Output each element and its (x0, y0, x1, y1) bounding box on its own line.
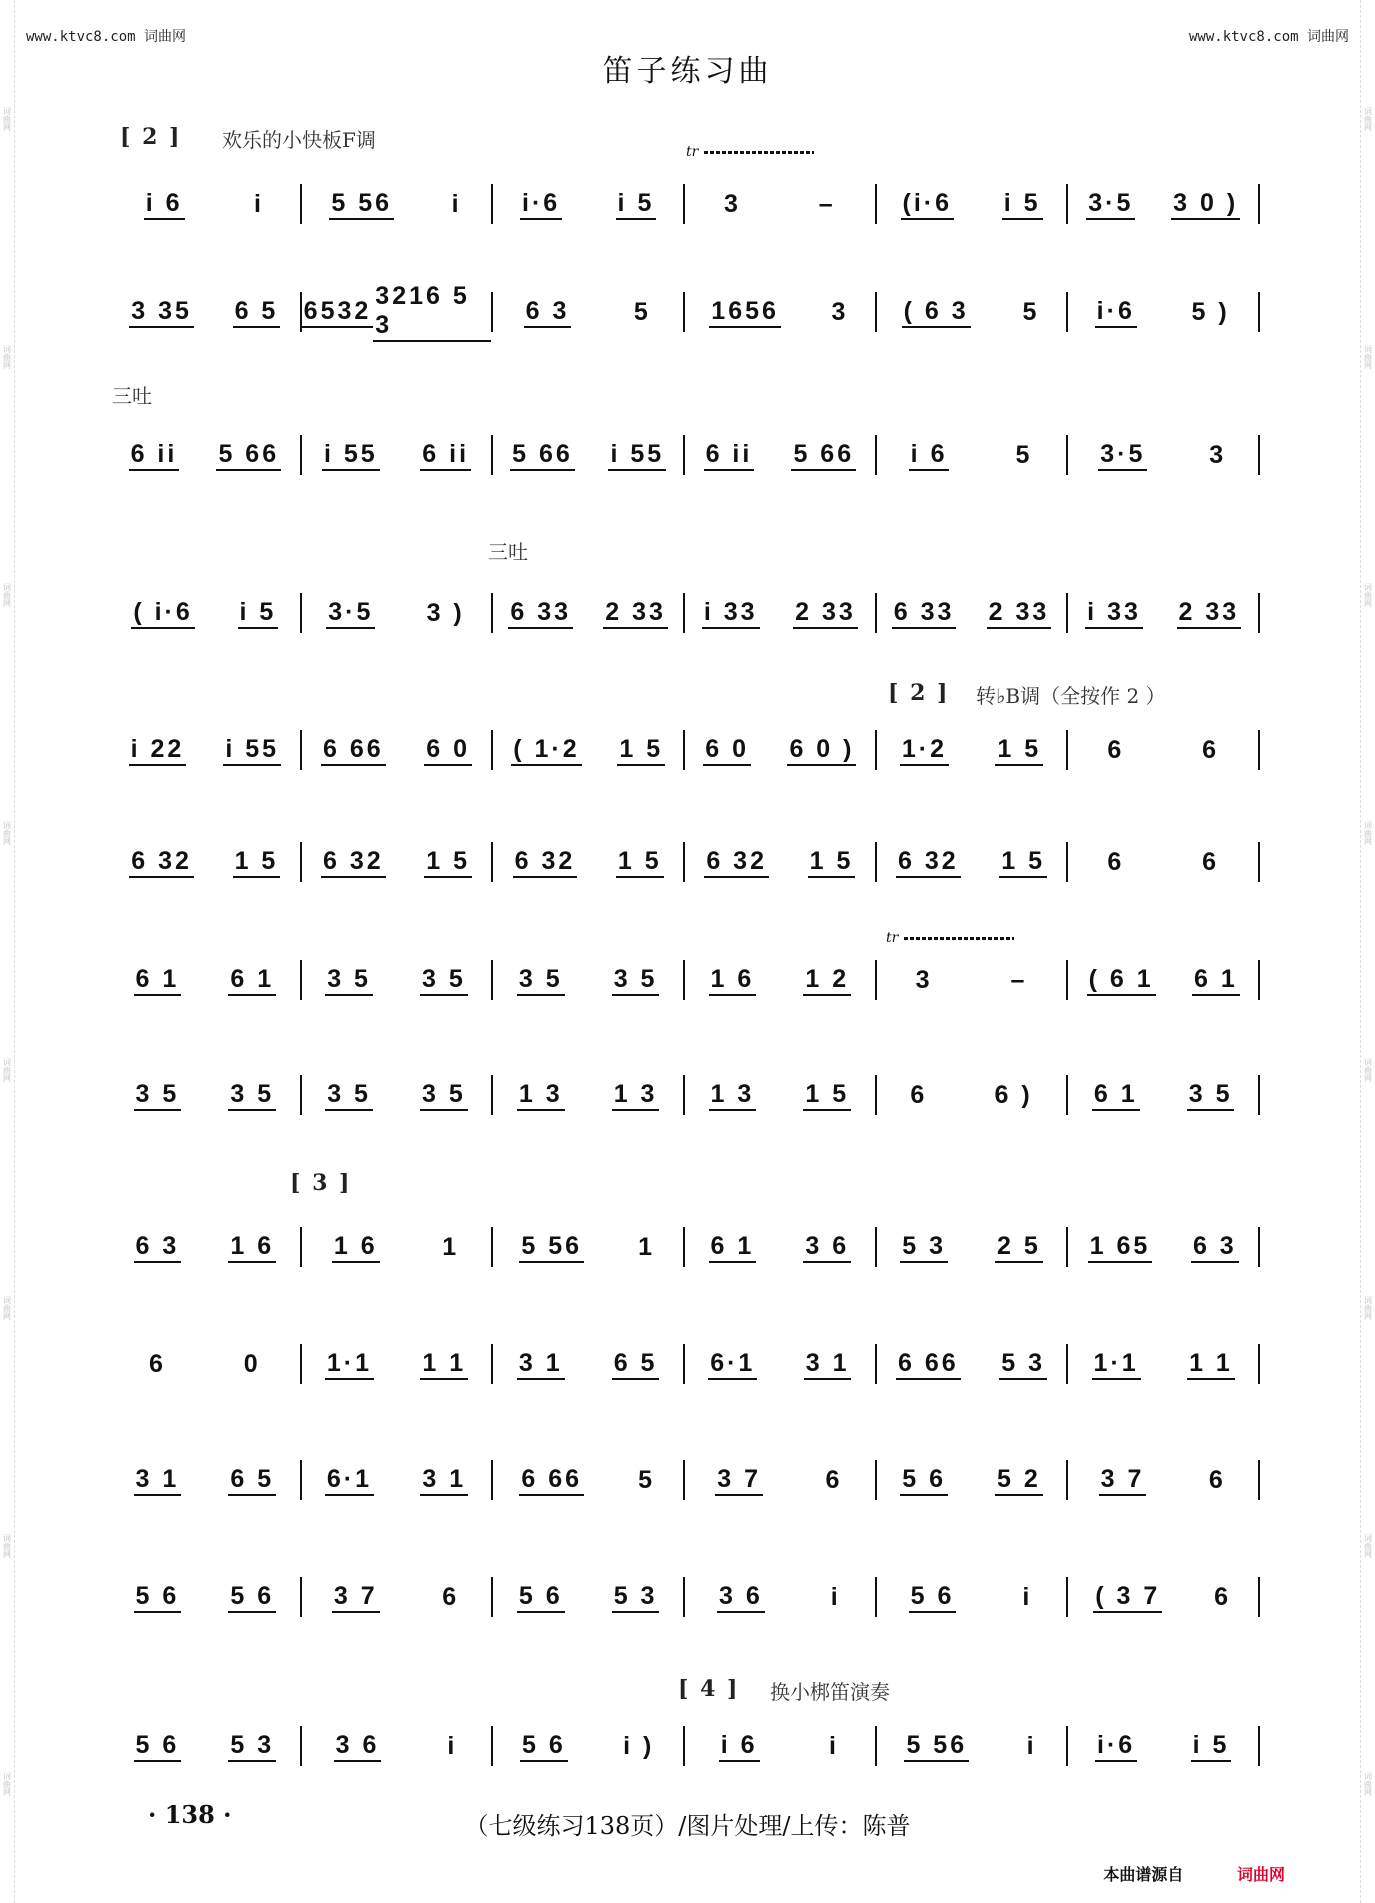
note-group: 5 3 (228, 1731, 276, 1762)
score-line (110, 1450, 1260, 1510)
note-group: 2 5 (995, 1232, 1043, 1263)
section-technique-2: 欢乐的小快板F调 (222, 128, 376, 152)
note-group: 3 6 (803, 1232, 851, 1263)
measure (110, 1726, 302, 1766)
note-group: 6 (1202, 735, 1220, 764)
measure (1068, 1577, 1260, 1617)
measure (493, 292, 685, 332)
note-group: 1·1 (325, 1349, 374, 1380)
note-group: 5 3 (612, 1582, 660, 1613)
measure (110, 960, 302, 1000)
measure (110, 292, 302, 332)
note-group: 6 1 (1192, 965, 1240, 996)
measure (1068, 292, 1260, 332)
section-label-2b: [ 2 ] (888, 680, 950, 706)
measure (110, 1227, 302, 1267)
note-group: i 6 (719, 1731, 760, 1762)
note-group: 1 6 (228, 1232, 276, 1263)
note-group: i·6 (1095, 1731, 1137, 1762)
note-group: 6 66 (321, 735, 386, 766)
note-group: 2 33 (603, 598, 668, 629)
measure (302, 1075, 494, 1115)
note-group: – (1010, 965, 1028, 994)
note-group: 5 3 (999, 1349, 1047, 1380)
measure (302, 593, 494, 633)
note-group: 1 5 (424, 847, 472, 878)
measure (685, 292, 877, 332)
note-group: 6 (148, 1349, 166, 1378)
measure (685, 593, 877, 633)
note-group: 6 32 (321, 847, 386, 878)
note-group: i 55 (608, 440, 666, 471)
measure (302, 282, 494, 339)
measure (493, 593, 685, 633)
measure (877, 960, 1069, 1000)
note-group: (i·6 (901, 189, 955, 220)
measure (493, 1577, 685, 1617)
measure (493, 1726, 685, 1766)
watermark-text: 词曲网 (2, 1534, 12, 1559)
watermark-text: 词曲网 (1363, 1058, 1373, 1083)
note-group: 6 ii (420, 440, 471, 471)
note-group: i 5 (616, 189, 657, 220)
note-group: 1 5 (808, 847, 856, 878)
measure (302, 435, 494, 475)
watermark-text: 词曲网 (1363, 820, 1373, 845)
score-line (110, 1716, 1260, 1776)
note-group: 6 (1208, 1465, 1226, 1494)
note-group: 3 1 (420, 1465, 468, 1496)
note-group: 3 1 (517, 1349, 565, 1380)
note-group: 6 1 (1092, 1080, 1140, 1111)
score-line (110, 1334, 1260, 1394)
note-group: 3 5 (325, 1080, 373, 1111)
note-group: 3 5 (420, 965, 468, 996)
watermark-text: 词曲网 (2, 1772, 12, 1797)
note-group: 6 0 (424, 735, 472, 766)
note-group: 1 6 (709, 965, 757, 996)
note-group: 2 33 (793, 598, 858, 629)
note-group: i (447, 1731, 458, 1760)
measure (302, 1344, 494, 1384)
measure (302, 1460, 494, 1500)
measure (110, 1075, 302, 1115)
score-line (110, 832, 1260, 892)
triple-tongue-label: 三吐 (488, 540, 528, 564)
measure (493, 1460, 685, 1500)
note-group: i 55 (322, 440, 380, 471)
watermark-text: 词曲网 (2, 106, 12, 131)
note-group: 3 5 (612, 965, 660, 996)
measure (302, 1227, 494, 1267)
note-group: 3 0 ) (1171, 189, 1240, 220)
measure (877, 842, 1069, 882)
note-group: 5 66 (216, 440, 281, 471)
note-group: i 33 (1085, 598, 1143, 629)
note-group: 6 1 (228, 965, 276, 996)
note-group: 5 (1022, 297, 1040, 326)
note-group: 3 (1209, 440, 1227, 469)
section-label-3: [ 3 ] (290, 1170, 352, 1196)
measure (685, 1726, 877, 1766)
note-group: 3 35 (129, 297, 194, 328)
note-group: 5 56 (329, 189, 394, 220)
measure (1068, 1726, 1260, 1766)
note-group: i·6 (520, 189, 562, 220)
source-note: （七级练习138页）/图片处理/上传：陈普 (464, 1812, 911, 1840)
measure (877, 1726, 1069, 1766)
measure (1068, 1075, 1260, 1115)
note-group: 1 5 (999, 847, 1047, 878)
note-group: 5 6 (228, 1582, 276, 1613)
measure (302, 184, 494, 224)
note-group: 3·5 (1086, 189, 1135, 220)
note-group: 6 5 (233, 297, 281, 328)
note-group: 3 5 (134, 1080, 182, 1111)
header-url-left[interactable]: www.ktvc8.com 词曲网 (26, 29, 187, 45)
note-group: 1 (638, 1232, 655, 1261)
note-group: i 6 (909, 440, 950, 471)
note-group: 6 (825, 1465, 843, 1494)
note-group: 6 0 (703, 735, 751, 766)
measure (1068, 960, 1260, 1000)
measure (685, 1344, 877, 1384)
measure (110, 184, 302, 224)
note-group: 5 6 (900, 1465, 948, 1496)
measure (877, 1075, 1069, 1115)
score-line (110, 174, 1260, 234)
measure (302, 730, 494, 770)
note-group: 6·1 (325, 1465, 374, 1496)
measure (493, 184, 685, 224)
note-group: 6532 (302, 297, 374, 328)
note-group: i (1026, 1731, 1037, 1760)
note-group: 3·5 (1098, 440, 1147, 471)
trill-mark: tr (886, 930, 1014, 946)
note-group: 2 33 (1177, 598, 1242, 629)
note-group: 6 32 (513, 847, 578, 878)
measure (685, 1227, 877, 1267)
note-group: 5 56 (904, 1731, 969, 1762)
note-group: 3 7 (1099, 1465, 1147, 1496)
measure (302, 842, 494, 882)
note-group: i 5 (238, 598, 279, 629)
measure (110, 730, 302, 770)
note-group: 1656 (709, 297, 781, 328)
measure (685, 842, 877, 882)
note-group: 6 0 ) (787, 735, 856, 766)
note-group: 1 3 (517, 1080, 565, 1111)
note-group: 5 ) (1191, 297, 1230, 326)
page-title: 笛子练习曲 (602, 54, 773, 89)
note-group: ( 6 1 (1087, 965, 1156, 996)
note-group: 5 6 (134, 1731, 182, 1762)
note-group: 1 1 (1187, 1349, 1235, 1380)
left-watermark-strip (0, 0, 15, 1903)
note-group: 6 3 (1191, 1232, 1239, 1263)
section-label-4: [ 4 ] (678, 1676, 740, 1702)
note-group: – (818, 189, 836, 218)
section-technique-2b: 转♭B调（全按作 2 ） (976, 684, 1166, 708)
measure (877, 730, 1069, 770)
score-line (110, 950, 1260, 1010)
watermark-text: 词曲网 (2, 1296, 12, 1321)
note-group: 3 5 (228, 1080, 276, 1111)
page-number: · 138 · (148, 1800, 232, 1829)
measure (685, 435, 877, 475)
measure (1068, 730, 1260, 770)
note-group: 3 7 (332, 1582, 380, 1613)
measure (493, 1227, 685, 1267)
note-group: i 6 (144, 189, 185, 220)
note-group: 6 ii (704, 440, 755, 471)
triple-tongue-label: 三吐 (112, 384, 152, 408)
note-group: 5 66 (510, 440, 575, 471)
note-group: 1 5 (617, 735, 665, 766)
measure (493, 960, 685, 1000)
source-credit (1103, 1862, 1285, 1885)
note-group: 3 (831, 297, 849, 326)
note-group: 1 5 (803, 1080, 851, 1111)
measure (685, 960, 877, 1000)
note-group: 3 1 (804, 1349, 852, 1380)
trill-mark: tr (686, 144, 814, 160)
score-line (110, 583, 1260, 643)
note-group: i 22 (129, 735, 187, 766)
measure (877, 1577, 1069, 1617)
note-group: 3 6 (717, 1582, 765, 1613)
right-watermark-strip (1360, 0, 1375, 1903)
watermark-text: 词曲网 (1363, 106, 1373, 131)
note-group: 5 66 (791, 440, 856, 471)
note-group: 3 (723, 189, 741, 218)
measure (1068, 842, 1260, 882)
measure (877, 184, 1069, 224)
measure (685, 184, 877, 224)
note-group: 6 (1107, 735, 1125, 764)
measure (110, 1344, 302, 1384)
note-group: 1 1 (420, 1349, 468, 1380)
measure (685, 730, 877, 770)
note-group: i (253, 189, 264, 218)
note-group: i (1022, 1582, 1033, 1611)
note-group: 6 (442, 1582, 460, 1611)
note-group: ( 1·2 (511, 735, 581, 766)
measure (685, 1460, 877, 1500)
watermark-text: 词曲网 (1363, 344, 1373, 369)
note-group: i 5 (1191, 1731, 1232, 1762)
score-line (110, 1567, 1260, 1627)
note-group: 3216 5 3 (373, 282, 491, 342)
note-group: ( 3 7 (1093, 1582, 1162, 1613)
measure (302, 960, 494, 1000)
note-group: 5 6 (134, 1582, 182, 1613)
measure (685, 1577, 877, 1617)
note-group: 3 5 (420, 1080, 468, 1111)
measure (302, 1577, 494, 1617)
note-group: 6 66 (896, 1349, 961, 1380)
note-group: 3·5 (326, 598, 375, 629)
measure (110, 435, 302, 475)
note-group: 6 (910, 1080, 928, 1109)
note-group: 1 65 (1088, 1232, 1153, 1263)
note-group: 5 3 (900, 1232, 948, 1263)
note-group: i ) (623, 1731, 655, 1760)
note-group: 3 6 (334, 1731, 382, 1762)
score-line (110, 1217, 1260, 1277)
section-technique-4: 换小梆笛演奏 (770, 1680, 890, 1704)
note-group: 1·1 (1092, 1349, 1141, 1380)
score-line (110, 425, 1260, 485)
note-group: 6 3 (524, 297, 572, 328)
note-group: i (451, 189, 462, 218)
note-group: 6 (1214, 1582, 1232, 1611)
measure (877, 593, 1069, 633)
note-group: 6·1 (708, 1349, 757, 1380)
note-group: 6 1 (709, 1232, 757, 1263)
note-group: 3 5 (517, 965, 565, 996)
note-group: 1 6 (332, 1232, 380, 1263)
note-group: i 55 (223, 735, 281, 766)
note-group: 5 (633, 297, 651, 326)
note-group: 6 32 (896, 847, 961, 878)
measure (1068, 184, 1260, 224)
watermark-text: 词曲网 (1363, 1296, 1373, 1321)
source-label: 本曲谱源自 (1103, 1865, 1184, 1884)
measure (493, 435, 685, 475)
note-group: 5 6 (909, 1582, 957, 1613)
note-group: 6 66 (519, 1465, 584, 1496)
note-group: 1 3 (612, 1080, 660, 1111)
note-group: 6 5 (228, 1465, 276, 1496)
measure (1068, 435, 1260, 475)
measure (493, 730, 685, 770)
measure (1068, 1344, 1260, 1384)
measure (110, 842, 302, 882)
measure (302, 1726, 494, 1766)
note-group: 0 (243, 1349, 261, 1378)
note-group: 3 5 (1187, 1080, 1235, 1111)
note-group: i·6 (1095, 297, 1137, 328)
note-group: 5 6 (517, 1582, 565, 1613)
measure (110, 1577, 302, 1617)
note-group: 3 (915, 965, 933, 994)
note-group: 1 (442, 1232, 460, 1261)
measure (1068, 1460, 1260, 1500)
measure (877, 1227, 1069, 1267)
note-group: 2 33 (987, 598, 1052, 629)
score-line (110, 1065, 1260, 1125)
note-group: 6 32 (704, 847, 769, 878)
note-group: 6 33 (892, 598, 957, 629)
note-group: 1 5 (233, 847, 281, 878)
note-group: i (830, 1582, 841, 1611)
source-brand[interactable]: 词曲网 (1236, 1865, 1285, 1884)
note-group: 5 6 (520, 1731, 568, 1762)
watermark-text: 词曲网 (2, 820, 12, 845)
score-line (110, 720, 1260, 780)
note-group: 6 33 (508, 598, 573, 629)
note-group: 6 (1107, 847, 1125, 876)
note-group: 6 ii (129, 440, 180, 471)
score-line (110, 282, 1260, 342)
watermark-text: 词曲网 (1363, 1534, 1373, 1559)
note-group: 1 2 (803, 965, 851, 996)
watermark-text: 词曲网 (2, 582, 12, 607)
note-group: 5 2 (995, 1465, 1043, 1496)
note-group: i 33 (702, 598, 760, 629)
watermark-text: 词曲网 (1363, 582, 1373, 607)
note-group: 6 1 (134, 965, 182, 996)
note-group: 5 56 (519, 1232, 584, 1263)
note-group: 3 1 (134, 1465, 182, 1496)
note-group: ( i·6 (131, 598, 194, 629)
header-url-right[interactable]: www.ktvc8.com 词曲网 (1188, 29, 1349, 45)
measure (110, 593, 302, 633)
measure (1068, 593, 1260, 633)
note-group: 6 3 (134, 1232, 182, 1263)
watermark-text: 词曲网 (1363, 1772, 1373, 1797)
note-group: 6 (1202, 847, 1220, 876)
watermark-text: 词曲网 (2, 344, 12, 369)
note-group: 3 ) (426, 598, 465, 627)
measure (877, 1344, 1069, 1384)
note-group: 6 ) (994, 1080, 1033, 1109)
section-label-2: [ 2 ] (120, 124, 182, 150)
measure (685, 1075, 877, 1115)
note-group: 1 3 (709, 1080, 757, 1111)
note-group: 1 5 (616, 847, 664, 878)
measure (493, 842, 685, 882)
note-group: 6 32 (129, 847, 194, 878)
measure (877, 1460, 1069, 1500)
note-group: 1 5 (995, 735, 1043, 766)
measure (877, 292, 1069, 332)
measure (493, 1344, 685, 1384)
measure (1068, 1227, 1260, 1267)
measure (110, 1460, 302, 1500)
note-group: 3 7 (715, 1465, 763, 1496)
note-group: 5 (1015, 440, 1033, 469)
note-group: i 5 (1002, 189, 1043, 220)
note-group: 5 (638, 1465, 655, 1494)
watermark-text: 词曲网 (2, 1058, 12, 1083)
note-group: 6 5 (612, 1349, 660, 1380)
measure (493, 1075, 685, 1115)
note-group: ( 6 3 (902, 297, 971, 328)
measure (877, 435, 1069, 475)
note-group: 3 5 (325, 965, 373, 996)
note-group: 1·2 (900, 735, 949, 766)
note-group: i (828, 1731, 839, 1760)
